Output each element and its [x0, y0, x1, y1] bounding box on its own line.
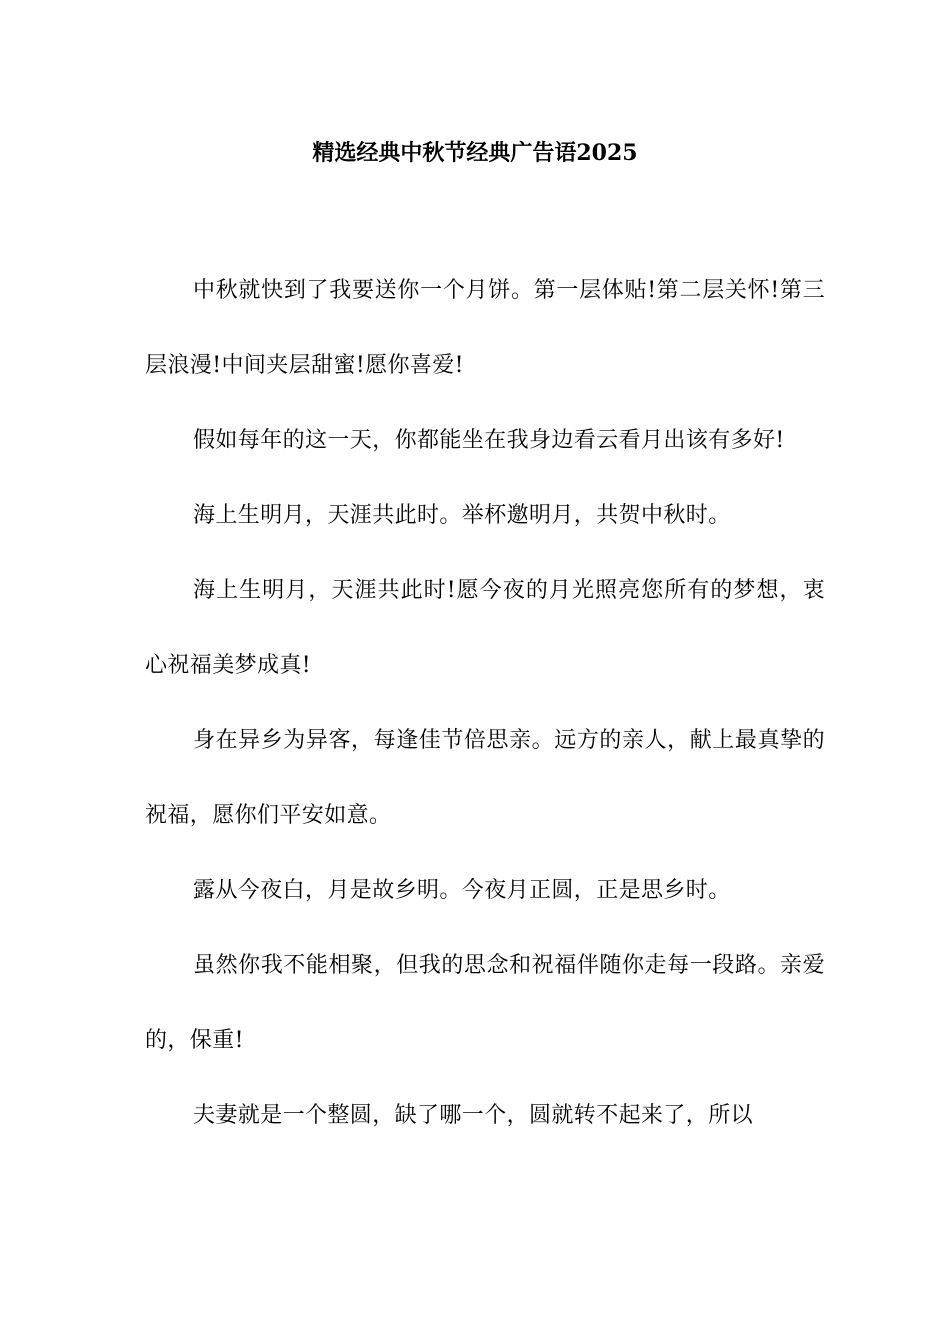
document-body — [145, 253, 825, 1153]
paragraph: 海上生明月，天涯共此时。举杯邀明月，共贺中秋时。 — [193, 503, 731, 528]
paragraph: 露从今夜白，月是故乡明。今夜月正圆，正是思乡时。 — [193, 878, 731, 903]
paragraph: 夫妻就是一个整圆，缺了哪一个，圆就转不起来了，所以 — [193, 1103, 754, 1128]
paragraph: 假如每年的这一天，你都能坐在我身边看云看月出该有多好! — [193, 428, 785, 453]
paragraph: 身在异乡为异客，每逢佳节倍思亲。远方的亲人，献上最真挚的祝福，愿你们平安如意。 — [145, 728, 825, 828]
paragraph: 中秋就快到了我要送你一个月饼。第一层体贴!第二层关怀!第三层浪漫!中间夹层甜蜜!愿你喜爱! — [145, 278, 825, 378]
paragraph: 海上生明月，天涯共此时!愿今夜的月光照亮您所有的梦想，衷心祝福美梦成真! — [145, 578, 825, 678]
document-title: 精选经典中秋节经典广告语2025 — [312, 140, 638, 166]
paragraph: 虽然你我不能相聚，但我的思念和祝福伴随你走每一段路。亲爱的，保重! — [145, 953, 825, 1053]
